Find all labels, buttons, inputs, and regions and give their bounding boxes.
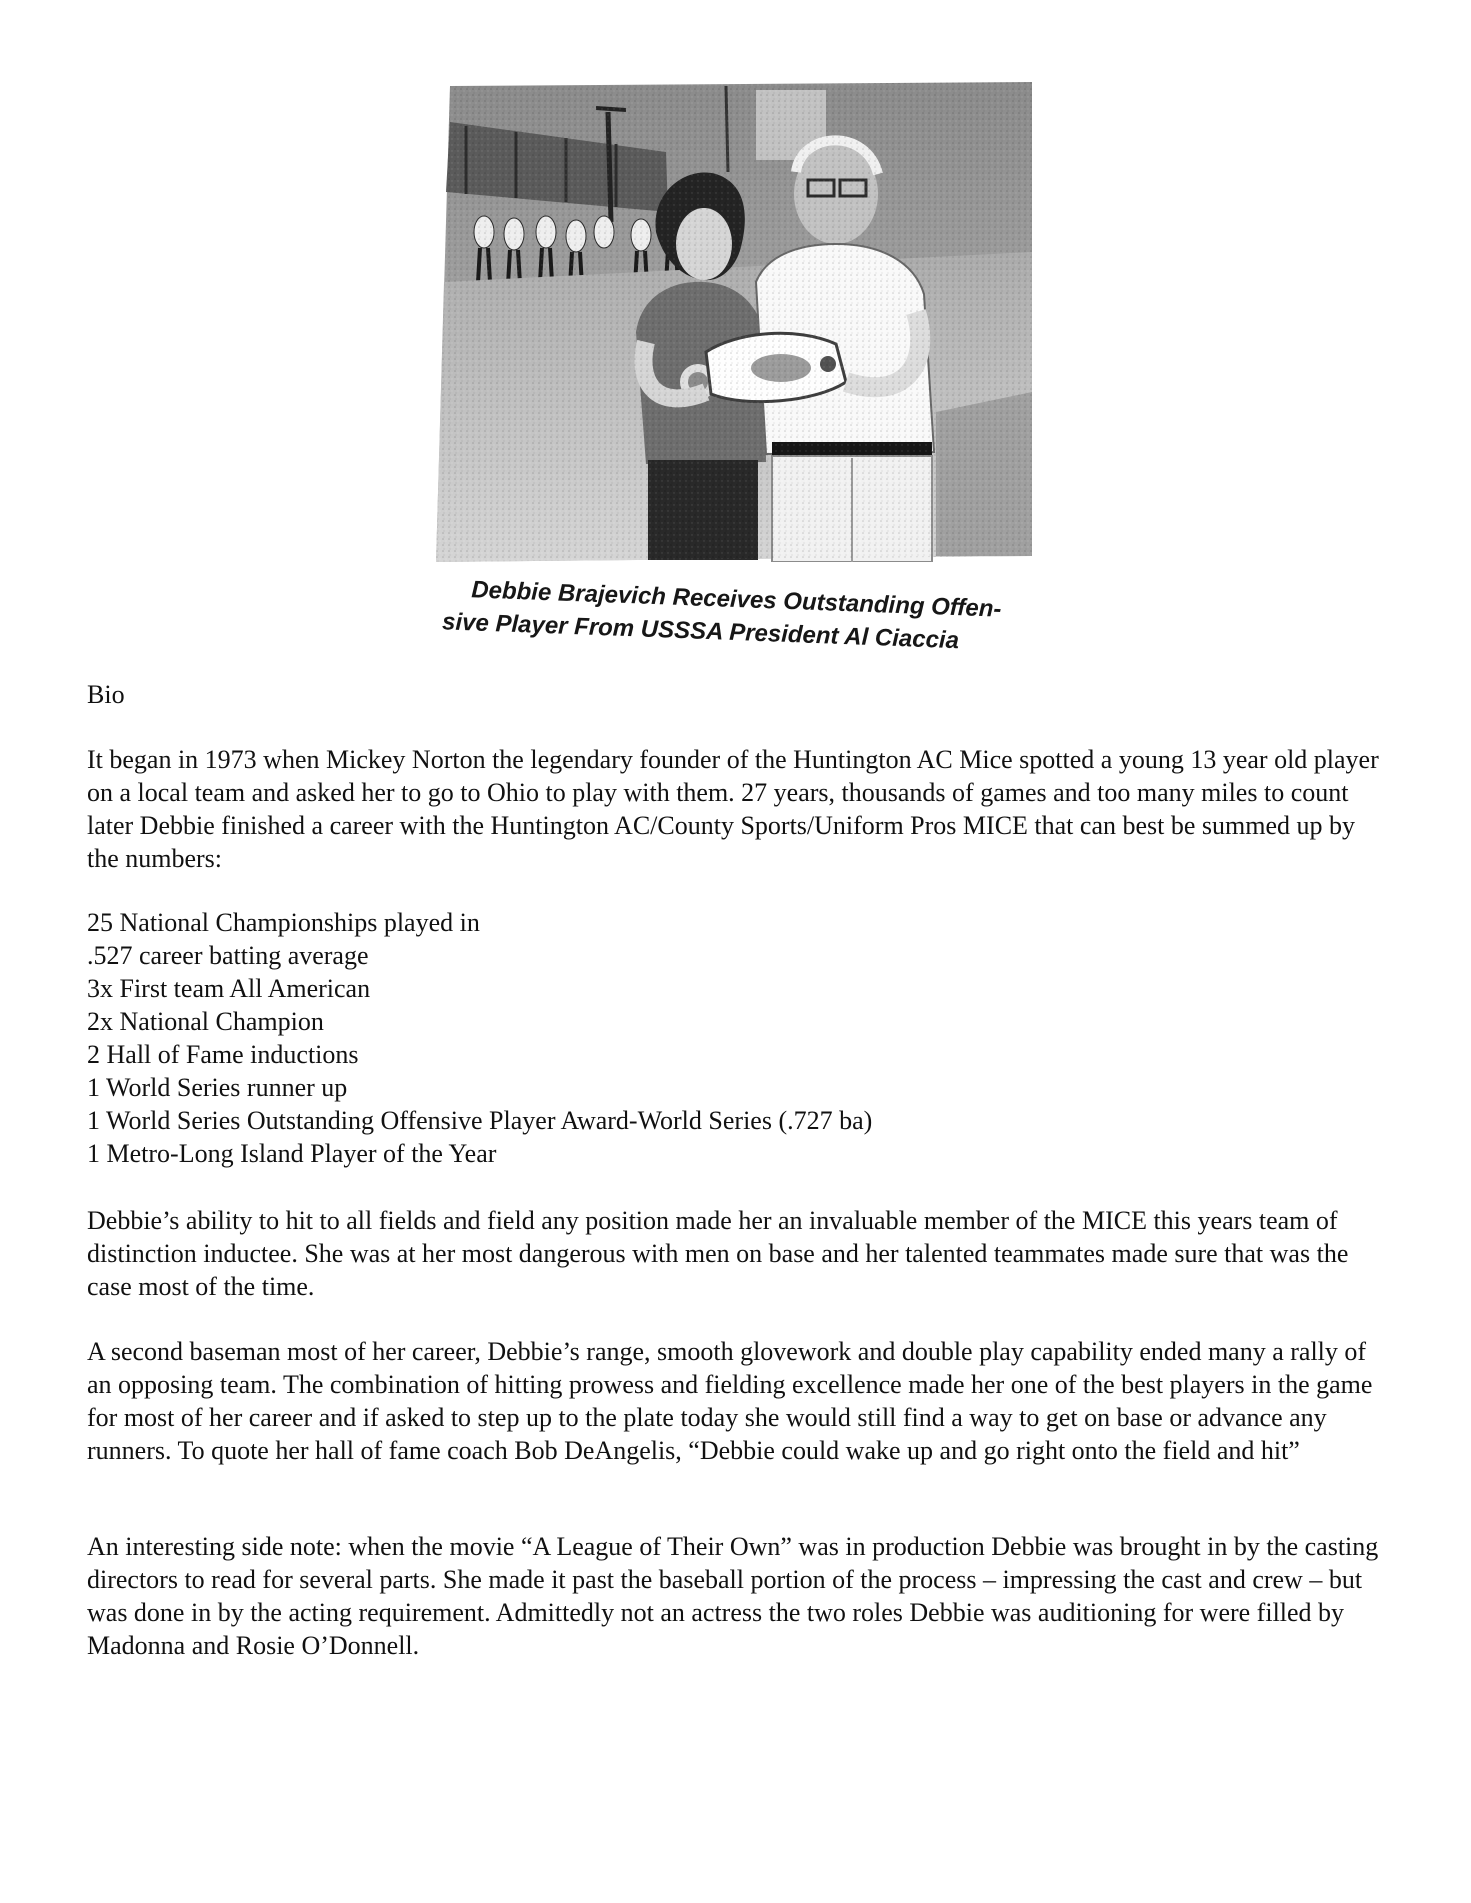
stat-item: 1 World Series runner up bbox=[87, 1073, 348, 1102]
caption-line-1: Debbie Brajevich Receives Outstanding Offen- bbox=[470, 576, 1002, 623]
abilities-paragraph: Debbie’s ability to hit to all fields and field any position made her an invaluable member of the MICE this years team of distinction inductee. She was at her most dangerous with men on base and her talented teammates made sure that was the case most of the time. bbox=[87, 1206, 1349, 1301]
stat-item: 2x National Champion bbox=[87, 1007, 324, 1036]
bio-heading: Bio bbox=[87, 680, 125, 709]
newspaper-clipping bbox=[436, 82, 1036, 655]
intro-paragraph: It began in 1973 when Mickey Norton the legendary founder of the Huntington AC Mice spotted a young 13 year old player on a local team and asked her to go to Ohio to play with them. 27 years, thousands of games and too many miles to count later Debbie finished a career with the Huntington AC/County Sports/Uniform Pros MICE that can best be summed up by the numbers: bbox=[87, 745, 1379, 873]
stat-item: 3x First team All American bbox=[87, 974, 371, 1003]
fielding-paragraph: A second baseman most of her career, Debbie’s range, smooth glovework and double play capability ended many a rally of an opposing team. The combination of hitting prowess and fielding excellence made her one of the best players in the game for most of her career and if asked to step up to the plate today she would still find a way to get on base or advance any runners. To quote her hall of fame coach Bob DeAngelis, “Debbie could wake up and go right onto the field and hit” bbox=[87, 1337, 1373, 1465]
career-stats-list bbox=[87, 906, 1387, 1170]
stat-item: .527 career batting average bbox=[87, 941, 369, 970]
side-note-paragraph: An interesting side note: when the movie “A League of Their Own” was in production Debbie was brought in by the casting directors to read for several parts. She made it past the baseball portion of the process – impressing the cast and crew – but was done in by the acting requirement. Admittedly not an actress the two roles Debbie was auditioning for were filled by Madonna and Rosie O’Donnell. bbox=[87, 1532, 1379, 1660]
stat-item: 1 World Series Outstanding Offensive Player Award-World Series (.727 ba) bbox=[87, 1106, 873, 1135]
stat-item: 25 National Championships played in bbox=[87, 908, 480, 937]
stat-item: 2 Hall of Fame inductions bbox=[87, 1040, 359, 1069]
caption-line-2: sive Player From USSSA President Al Ciaccia bbox=[441, 608, 960, 655]
stat-item: 1 Metro-Long Island Player of the Year bbox=[87, 1139, 497, 1168]
award-photo bbox=[436, 82, 1032, 562]
photo-caption bbox=[434, 572, 1032, 660]
